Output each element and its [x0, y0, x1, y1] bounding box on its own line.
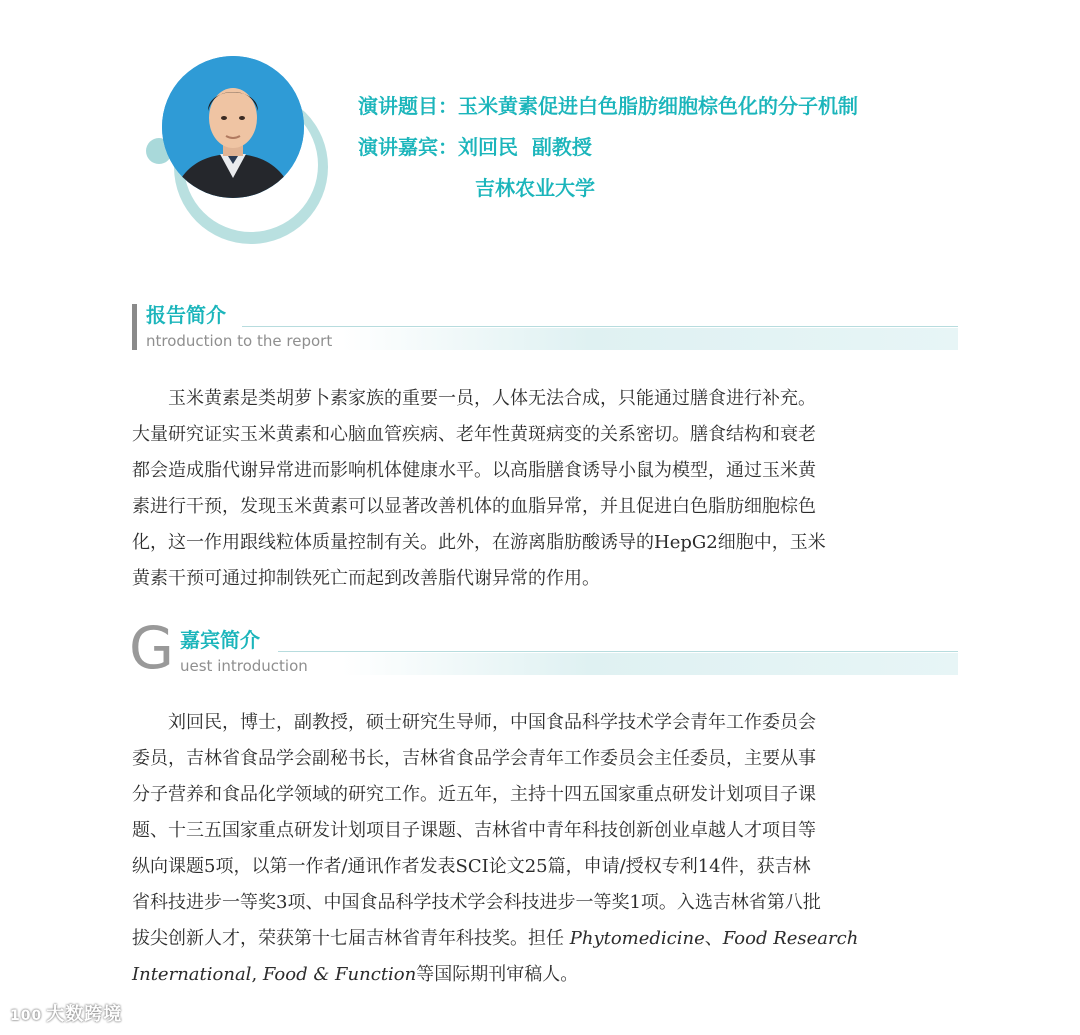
guest-line: 拔尖创新人才，荣获第十七届吉林省青年科技奖。担任 Phytomedicine、Food Research — [132, 928, 859, 949]
report-section-title: 报告简介 — [146, 303, 226, 327]
speaker-photo-group — [138, 48, 338, 228]
section-rule — [278, 651, 958, 652]
guest-line: 题、十三五国家重点研发计划项目子课题、吉林省中青年科技创新创业卓越人才项目等 — [132, 820, 816, 841]
section-bar — [132, 304, 137, 350]
talk-speaker-row — [358, 127, 858, 168]
talk-topic: 玉米黄素促进白色脂肪细胞棕色化的分子机制 — [458, 94, 858, 118]
talk-speaker: 刘回民 副教授 — [458, 135, 592, 159]
report-section-subtitle: ntroduction to the report — [146, 332, 333, 350]
talk-affiliation: 吉林农业大学 — [475, 176, 595, 200]
report-line: 玉米黄素是类胡萝卜素家族的重要一员，人体无法合成，只能通过膳食进行补充。 — [132, 388, 816, 409]
report-section-header — [132, 302, 958, 354]
guest-paragraph — [132, 705, 958, 993]
guest-line: 纵向课题5项，以第一作者/通讯作者发表SCI论文25篇，申请/授权专利14件，获吉林 — [132, 856, 811, 877]
watermark — [10, 1000, 122, 1026]
section-rule — [242, 326, 958, 327]
guest-section-subtitle: uest introduction — [180, 657, 308, 675]
guest-line: 委员，吉林省食品学会副秘书长，吉林省食品学会青年工作委员会主任委员，主要从事 — [132, 748, 816, 769]
talk-topic-row — [358, 86, 858, 127]
report-line: 都会造成脂代谢异常进而影响机体健康水平。以高脂膳食诱导小鼠为模型，通过玉米黄 — [132, 460, 816, 481]
report-line: 黄素干预可通过抑制铁死亡而起到改善脂代谢异常的作用。 — [132, 568, 600, 589]
guest-section-letter: G — [129, 614, 174, 682]
journal-name: International — [132, 964, 252, 985]
report-paragraph — [132, 381, 958, 597]
journal-name: Food & Function — [262, 964, 417, 985]
section-band — [342, 328, 958, 350]
journal-name: Food Research — [722, 928, 859, 949]
watermark-logo-icon: 100 — [10, 1008, 43, 1024]
guest-line: 刘回民，博士，副教授，硕士研究生导师，中国食品科学技术学会青年工作委员会 — [132, 712, 816, 733]
talk-info — [358, 86, 858, 209]
watermark-text: 大数跨境 — [46, 1004, 123, 1025]
speaker-avatar — [162, 56, 304, 198]
report-line: 化，这一作用跟线粒体质量控制有关。此外，在游离脂肪酸诱导的HepG2细胞中，玉米 — [132, 532, 826, 553]
report-line: 素进行干预，发现玉米黄素可以显著改善机体的血脂异常，并且促进白色脂肪细胞棕色 — [132, 496, 816, 517]
talk-speaker-label: 演讲嘉宾： — [358, 135, 458, 159]
guest-section-title: 嘉宾简介 — [180, 628, 260, 652]
guest-line: 省科技进步一等奖3项、中国食品科学技术学会科技进步一等奖1项。入选吉林省第八批 — [132, 892, 821, 913]
guest-line: 分子营养和食品化学领域的研究工作。近五年，主持十四五国家重点研发计划项目子课 — [132, 784, 816, 805]
guest-line: International, Food & Function等国际期刊审稿人。 — [132, 964, 579, 985]
talk-topic-label: 演讲题目： — [358, 94, 458, 118]
section-band — [342, 653, 958, 675]
report-line: 大量研究证实玉米黄素和心脑血管疾病、老年性黄斑病变的关系密切。膳食结构和衰老 — [132, 424, 816, 445]
journal-name: Phytomedicine — [569, 928, 705, 949]
guest-section-header — [129, 614, 958, 682]
